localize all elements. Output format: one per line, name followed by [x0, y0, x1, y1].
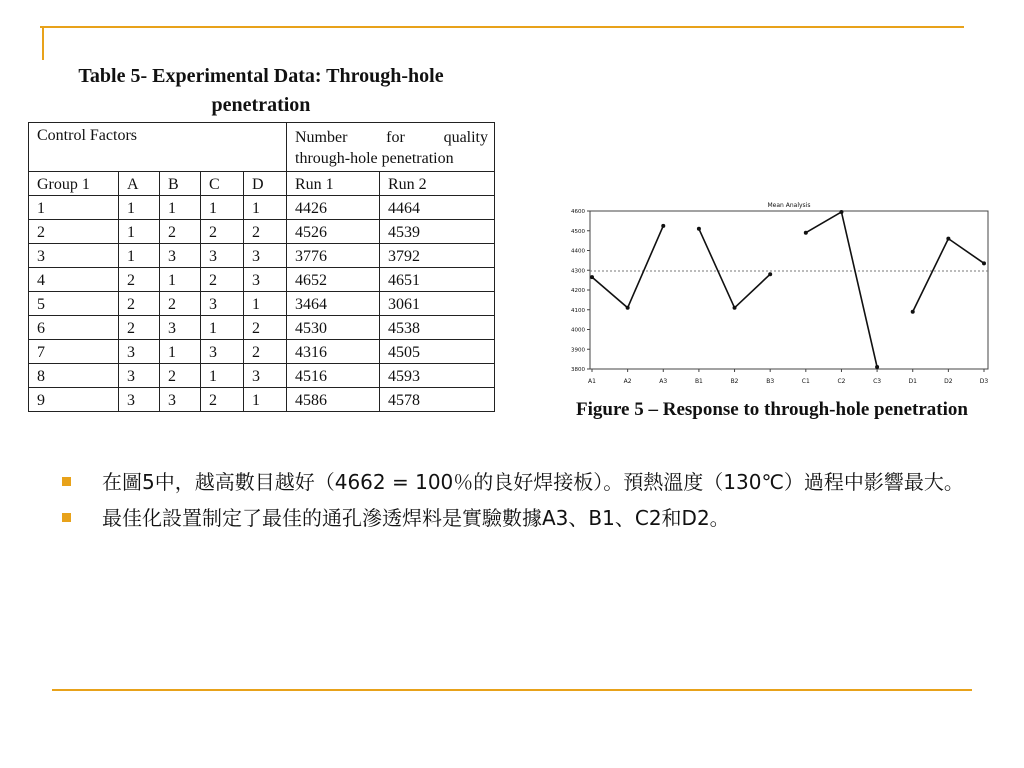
table-cell: 4586 [287, 388, 380, 412]
table-cell: 3 [119, 364, 160, 388]
table-cell: 4539 [380, 220, 495, 244]
table-cell: 4 [29, 268, 119, 292]
table-cell: 2 [201, 388, 244, 412]
x-tick-label: B1 [694, 378, 703, 385]
table-cell: 1 [119, 244, 160, 268]
series-line-d [913, 239, 984, 312]
table-cell: 2 [160, 220, 201, 244]
bullet-text: 在圖5中，越高數目越好（4662 = 100％的良好焊接板）。預熱溫度（130℃）過程中影響最大。 [102, 470, 964, 494]
data-point-d3 [982, 261, 986, 265]
table-cell: 3 [201, 340, 244, 364]
plot-frame [590, 211, 988, 369]
table-cell: 1 [119, 196, 160, 220]
data-point-d1 [911, 310, 915, 314]
y-tick-label: 4400 [571, 248, 585, 255]
data-point-b1 [697, 227, 701, 231]
table-cell: 4578 [380, 388, 495, 412]
table-cell: 3 [244, 268, 287, 292]
number-header-word: for [386, 129, 405, 146]
table-body [29, 196, 495, 412]
table-cell: 1 [244, 388, 287, 412]
number-header-word: quality [443, 129, 488, 146]
table-cell: 1 [29, 196, 119, 220]
y-tick-label: 3900 [571, 347, 585, 354]
y-tick-label: 4500 [571, 228, 585, 235]
table-cell: 4530 [287, 316, 380, 340]
experimental-data-table [28, 122, 495, 412]
table-cell: 1 [201, 364, 244, 388]
table-cell: 7 [29, 340, 119, 364]
bottom-rule [52, 689, 972, 691]
bullet-item [62, 466, 992, 498]
x-tick-label: C3 [873, 378, 882, 385]
table-cell: 4526 [287, 220, 380, 244]
table-row [29, 292, 495, 316]
table-cell: 2 [119, 268, 160, 292]
table-cell: 2 [244, 340, 287, 364]
table-cell: 3 [29, 244, 119, 268]
table-cell: 9 [29, 388, 119, 412]
control-factors-header: Control Factors [29, 123, 287, 172]
table-cell: 2 [119, 316, 160, 340]
left-rule [42, 26, 44, 60]
bullet-square-icon [62, 513, 71, 522]
data-point-d2 [946, 237, 950, 241]
x-tick-label: B3 [766, 378, 775, 385]
table-cell: 5 [29, 292, 119, 316]
figure-caption: Figure 5 – Response to through-hole penetration [576, 399, 968, 420]
table-cell: 1 [119, 220, 160, 244]
table-header-row-1 [29, 123, 495, 172]
table-cell: 6 [29, 316, 119, 340]
table-cell: 4651 [380, 268, 495, 292]
y-tick-label: 4000 [571, 327, 585, 334]
table-row [29, 244, 495, 268]
x-tick-label: C2 [837, 378, 846, 385]
column-header: B [160, 172, 201, 196]
table-cell: 2 [201, 268, 244, 292]
table-cell: 1 [160, 268, 201, 292]
y-tick-label: 4300 [571, 268, 585, 275]
data-point-c3 [875, 365, 879, 369]
table-cell: 1 [160, 196, 201, 220]
top-rule [40, 26, 964, 28]
data-point-b2 [733, 306, 737, 310]
table-cell: 1 [160, 340, 201, 364]
table-cell: 3792 [380, 244, 495, 268]
column-header: A [119, 172, 160, 196]
table-header-row-2 [29, 172, 495, 196]
table-cell: 3464 [287, 292, 380, 316]
table-cell: 3 [244, 364, 287, 388]
column-header: Group 1 [29, 172, 119, 196]
x-tick-label: A2 [623, 378, 632, 385]
table-cell: 4593 [380, 364, 495, 388]
table-cell: 3 [119, 388, 160, 412]
bullet-text: 最佳化設置制定了最佳的通孔滲透焊料是實驗數據A3、B1、C2和D2。 [102, 506, 730, 530]
bullet-list [62, 466, 992, 538]
table-cell: 2 [201, 220, 244, 244]
table-row [29, 316, 495, 340]
table-cell: 1 [201, 196, 244, 220]
series-line-c [806, 212, 877, 367]
table-cell: 3 [201, 292, 244, 316]
bullet-item [62, 502, 992, 534]
table-cell: 4538 [380, 316, 495, 340]
table-cell: 2 [160, 292, 201, 316]
table-cell: 3061 [380, 292, 495, 316]
y-tick-label: 3800 [571, 367, 585, 373]
table-cell: 3776 [287, 244, 380, 268]
x-tick-label: A3 [659, 378, 668, 385]
mean-analysis-chart [562, 198, 992, 394]
table-cell: 3 [160, 388, 201, 412]
data-point-c2 [839, 210, 843, 214]
table-cell: 1 [244, 292, 287, 316]
column-header: Run 1 [287, 172, 380, 196]
y-tick-label: 4100 [571, 307, 585, 314]
table-cell: 3 [160, 316, 201, 340]
table-cell: 1 [244, 196, 287, 220]
data-point-a3 [661, 224, 665, 228]
table-cell: 4516 [287, 364, 380, 388]
x-tick-label: A1 [588, 378, 596, 385]
chart-title: Mean Analysis [767, 202, 811, 209]
table-cell: 4464 [380, 196, 495, 220]
table-row [29, 340, 495, 364]
table-row [29, 196, 495, 220]
table-cell: 4426 [287, 196, 380, 220]
y-tick-label: 4200 [571, 288, 585, 294]
mean-analysis-svg [562, 198, 992, 394]
bullet-square-icon [62, 477, 71, 486]
table-title: Table 5- Experimental Data: Through-hole penetration [78, 65, 444, 116]
x-tick-label: B2 [730, 378, 739, 385]
series-line-a [592, 226, 663, 308]
table-row [29, 220, 495, 244]
table-cell: 3 [119, 340, 160, 364]
series-line-b [699, 229, 770, 308]
data-point-b3 [768, 272, 772, 276]
table-cell: 2 [244, 220, 287, 244]
x-tick-label: D3 [979, 378, 989, 385]
column-header: C [201, 172, 244, 196]
table-cell: 2 [29, 220, 119, 244]
table-cell: 3 [160, 244, 201, 268]
data-point-a1 [590, 275, 594, 279]
number-header-line2: through-hole penetration [295, 150, 454, 167]
x-tick-label: C1 [801, 378, 810, 385]
column-header: D [244, 172, 287, 196]
table-cell: 4652 [287, 268, 380, 292]
table-cell: 8 [29, 364, 119, 388]
x-tick-label: D2 [944, 378, 953, 385]
table-cell: 2 [160, 364, 201, 388]
table-cell: 4505 [380, 340, 495, 364]
number-quality-header [287, 123, 495, 172]
table-cell: 3 [244, 244, 287, 268]
number-header-word: Number [295, 129, 348, 146]
table-cell: 1 [201, 316, 244, 340]
data-point-c1 [804, 231, 808, 235]
table-row [29, 268, 495, 292]
table-cell: 2 [119, 292, 160, 316]
table-cell: 3 [201, 244, 244, 268]
column-header: Run 2 [380, 172, 495, 196]
data-point-a2 [626, 306, 630, 310]
table-cell: 2 [244, 316, 287, 340]
x-tick-label: D1 [908, 378, 917, 385]
y-tick-label: 4600 [571, 209, 585, 215]
table-cell: 4316 [287, 340, 380, 364]
table-row [29, 364, 495, 388]
table-row [29, 388, 495, 412]
